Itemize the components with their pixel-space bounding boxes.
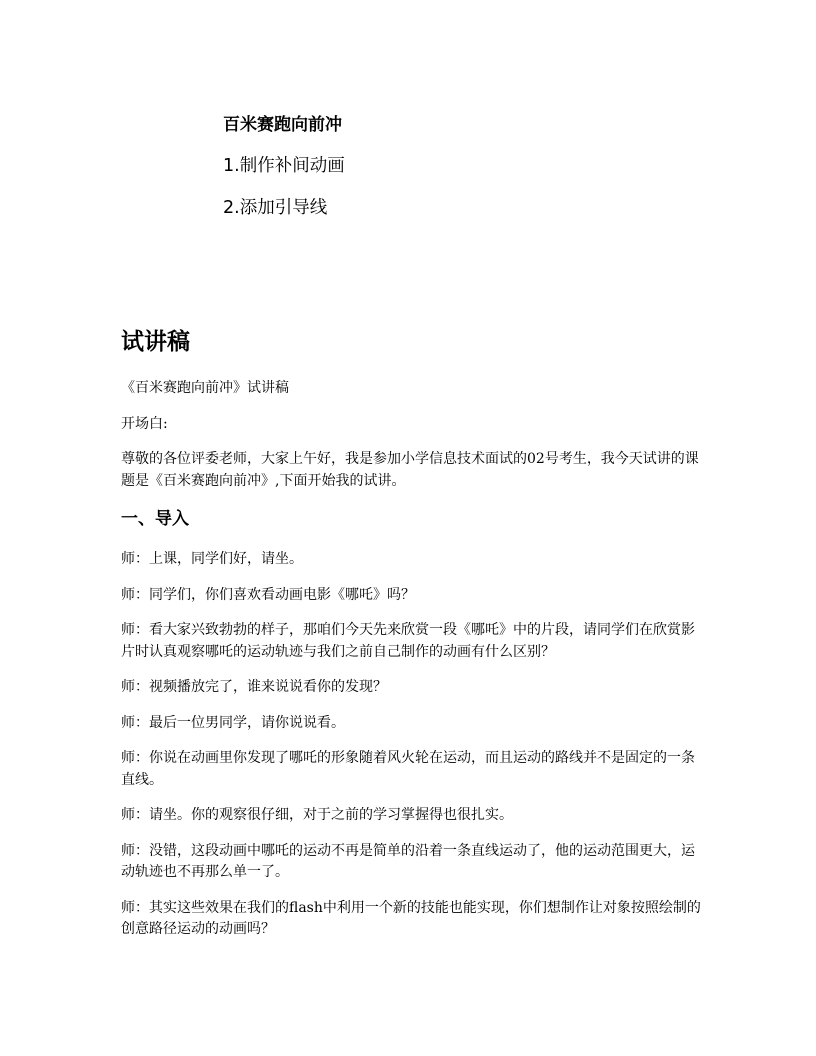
lesson-outline xyxy=(223,112,345,237)
paragraph: 师：请坐。你的观察很仔细，对于之前的学习掌握得也很扎实。 xyxy=(121,807,513,823)
paragraph: 师：没错，这段动画中哪吒的运动不再是简单的沿着一条直线运动了，他的运动范围更大，运动轨迹也不再那么单一了。 xyxy=(121,842,695,880)
opening-label: 开场白: xyxy=(121,415,168,432)
paragraph: 师：你说在动画里你发现了哪吒的形象随着风火轮在运动，而且运动的路线并不是固定的一条直线。 xyxy=(121,750,695,788)
outline-title: 百米赛跑向前冲 xyxy=(223,115,342,135)
paragraph: 师：上课，同学们好，请坐。 xyxy=(121,551,303,567)
section-heading-intro: 一、导入 xyxy=(121,509,189,529)
paragraph: 师：最后一位男同学，请你说说看。 xyxy=(121,714,345,731)
paragraph: 师：视频播放完了，谁来说说看你的发现？ xyxy=(121,679,387,695)
paragraph: 师：其实这些效果在我们的flash中利用一个新的技能也能实现，你们想制作让对象按照绘制的创意路径运动的动画吗？ xyxy=(121,899,701,937)
outline-item-2: 2.添加引导线 xyxy=(223,198,328,218)
script-content xyxy=(121,325,701,955)
opening-text: 尊敬的各位评委老师，大家上午好，我是参加小学信息技术面试的02号考生，我今天试讲的课题是《百米赛跑向前冲》,下面开始我的试讲。 xyxy=(121,451,699,489)
outline-item-1: 1.制作补间动画 xyxy=(223,156,345,176)
paragraph: 师：同学们，你们喜欢看动画电影《哪吒》吗？ xyxy=(121,586,415,603)
script-subtitle: 《百米赛跑向前冲》试讲稿 xyxy=(121,380,289,396)
script-heading: 试讲稿 xyxy=(121,329,190,355)
paragraph: 师：看大家兴致勃勃的样子，那咱们今天先来欣赏一段《哪吒》中的片段，请同学们在欣赏影片时认真观察哪吒的运动轨迹与我们之前自己制作的动画有什么区别？ xyxy=(121,622,695,660)
